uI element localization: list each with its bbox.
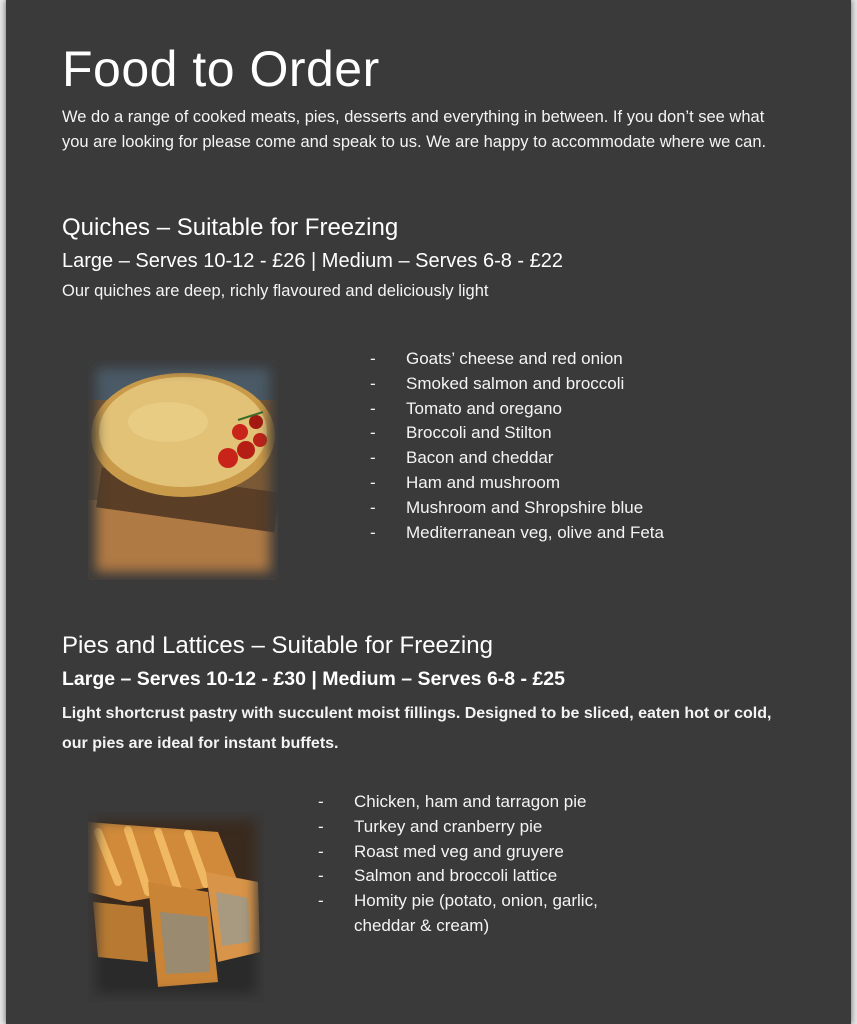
pie-illustration [88, 812, 264, 1002]
list-item: - Salmon and broccoli lattice [318, 866, 558, 886]
intro-paragraph: We do a range of cooked meats, pies, desserts and everything in between. If you don’t see what you are looking for please come and speak to us. We are happy to accommodate where we can. [62, 108, 767, 151]
page-title: Food to Order [62, 41, 380, 97]
pies-description: Light shortcrust pastry with succulent moist fillings. Designed to be sliced, eaten hot or cold, our pies are ideal for instant buffets. [62, 705, 772, 752]
list-item: - Turkey and cranberry pie [318, 816, 543, 836]
quiche-illustration [88, 360, 278, 580]
pies-list [318, 790, 638, 939]
list-item: - Chicken, ham and tarragon pie [318, 792, 587, 811]
quiches-heading: Quiches – Suitable for Freezing [62, 214, 399, 241]
list-item: - Smoked salmon and broccoli [370, 373, 625, 393]
list-item: - Broccoli and Stilton [370, 423, 552, 443]
pies-heading: Pies and Lattices – Suitable for Freezing [62, 632, 493, 659]
document-page [6, 0, 851, 1024]
list-item: - Roast med veg and gruyere [318, 841, 564, 861]
list-item: - Mediterranean veg, olive and Feta [370, 522, 664, 542]
pie-photo [88, 812, 264, 1002]
list-item: - Goats’ cheese and red onion [370, 349, 623, 368]
quiches-prices: Large – Serves 10-12 - £26 | Medium – Serves 6-8 - £22 [62, 250, 564, 272]
viewer-edge-right [851, 0, 857, 1024]
quiches-list [370, 347, 664, 545]
list-item: - Homity pie (potato, onion, garlic, cheddar & cream) [318, 891, 598, 935]
list-item: - Tomato and oregano [370, 398, 562, 418]
list-item: - Bacon and cheddar [370, 448, 554, 468]
quiches-description: Our quiches are deep, richly flavoured and deliciously light [62, 282, 489, 300]
pies-prices: Large – Serves 10-12 - £30 | Medium – Serves 6-8 - £25 [62, 668, 565, 690]
quiche-photo [88, 360, 278, 580]
list-item: - Ham and mushroom [370, 472, 561, 492]
list-item: - Mushroom and Shropshire blue [370, 497, 644, 517]
